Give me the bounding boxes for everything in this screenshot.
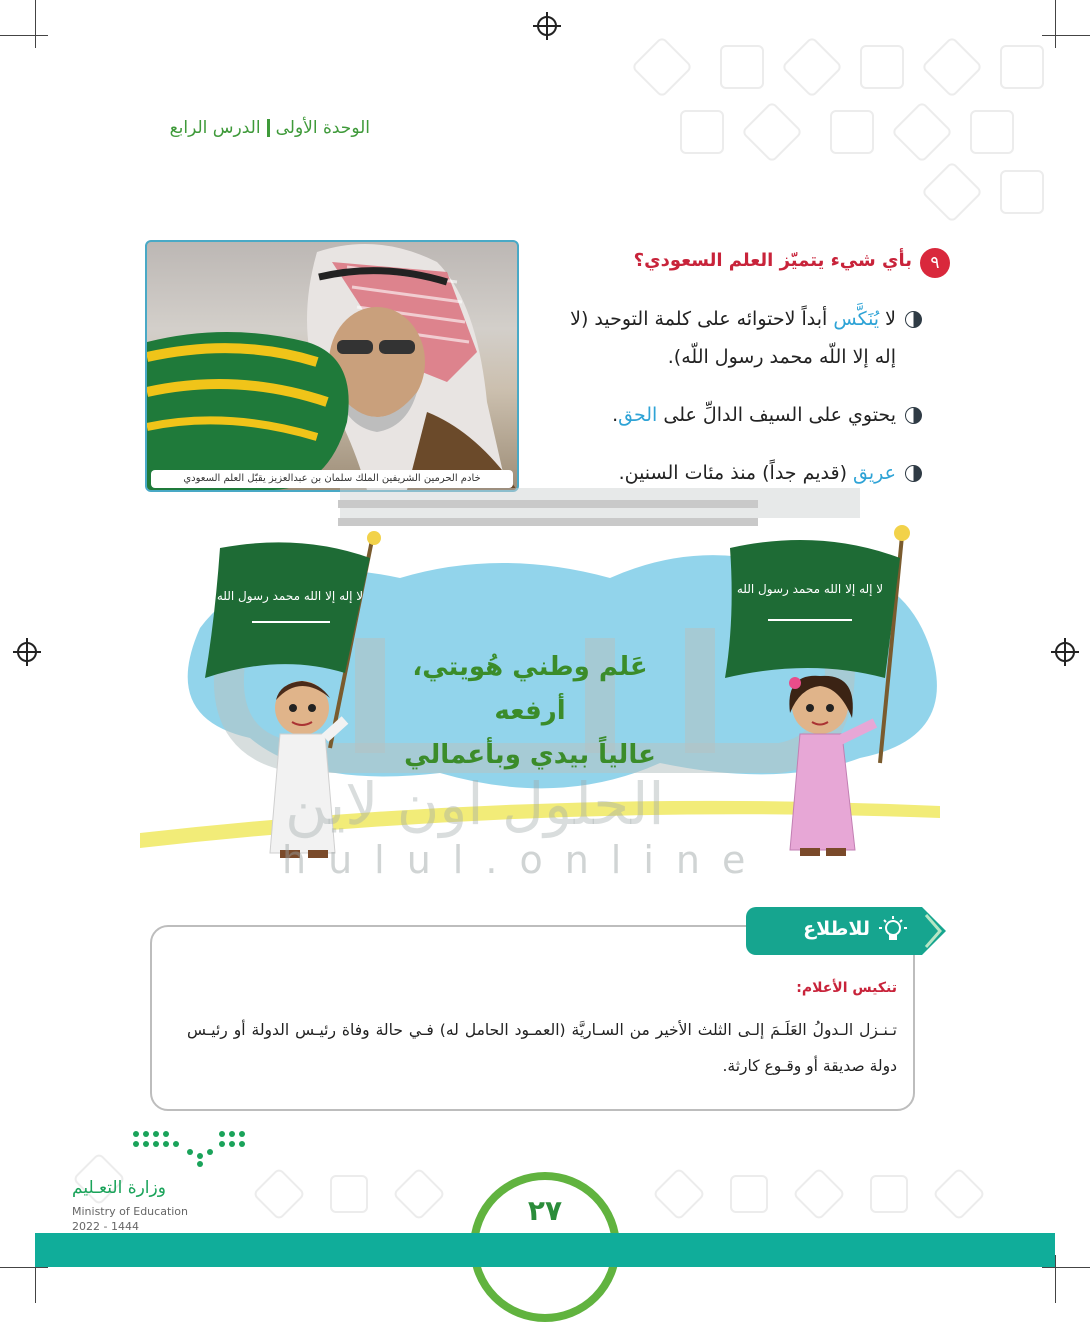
separator: [267, 119, 270, 137]
watermark-latin: hulul.online: [282, 838, 768, 882]
svg-text:لا إله إلا الله محمد رسول الله: لا إله إلا الله محمد رسول الله: [216, 589, 364, 603]
king-flag-photo: [145, 240, 519, 492]
lesson-title: الدرس الرابع: [169, 118, 261, 138]
breadcrumb: [170, 118, 370, 138]
tab-arrow-icon: [922, 907, 946, 955]
highlight-word: الحق: [618, 404, 658, 426]
crop-mark: [1042, 35, 1090, 36]
crop-mark: [1055, 1255, 1056, 1303]
page-number: ٢٧: [527, 1194, 563, 1227]
edition-year: 2022 - 1444: [72, 1220, 139, 1233]
ministry-name-english: Ministry of Education: [72, 1205, 189, 1218]
svg-text:لا إله إلا الله محمد رسول الله: لا إله إلا الله محمد رسول الله: [736, 582, 884, 596]
question-text: بأي شيء يتميّز العلم السعودي؟: [633, 250, 912, 271]
slogan-line: عالياً بيدي وبأعمالي: [404, 740, 656, 770]
crop-mark: [1042, 1267, 1090, 1268]
slogan-line: عَلم وطني هُويتي، أرفعه: [412, 652, 648, 726]
half-circle-bullet-icon: [905, 465, 922, 482]
crop-mark: [35, 0, 36, 48]
info-title: تنكيس الأعلام:: [796, 980, 897, 996]
photo-illustration: [147, 242, 517, 490]
half-circle-bullet-icon: [905, 407, 922, 424]
photo-caption: خادم الحرمين الشريفين الملك سلمان بن عبدالعزيز يقبّل العلم السعودي: [151, 470, 513, 488]
crop-mark: [0, 35, 48, 36]
highlight-word: يُنَكَّس: [833, 308, 880, 330]
list-item: لا يُنَكَّس أبداً لاحتوائه على كلمة التوحيد (لا إله إلا اللّه محمد رسول اللّه).: [562, 300, 922, 376]
slogan: [400, 645, 660, 777]
vision-logo-icon: [130, 1128, 252, 1168]
registration-mark-icon: [17, 642, 37, 662]
watermark-arabic: الحلول اون لاين: [285, 770, 665, 838]
half-circle-bullet-icon: [905, 311, 922, 328]
info-tab: [746, 907, 922, 955]
lightbulb-icon: [878, 915, 908, 945]
footer-band: [35, 1233, 1055, 1267]
list-item: يحتوي على السيف الدالِّ على الحق.: [562, 396, 922, 434]
unit-title: الوحدة الأولى: [275, 118, 370, 138]
list-item: عريق (قديم جداً) منذ مئات السنين.: [562, 454, 922, 492]
answer-list: [562, 300, 922, 512]
ministry-name-arabic: وزارة التعـليم: [72, 1178, 166, 1198]
highlight-word: عريق: [853, 462, 896, 484]
info-tab-label: للاطلاع: [803, 918, 870, 940]
question-number: ٩: [920, 248, 950, 278]
registration-mark-icon: [1055, 642, 1075, 662]
registration-mark-icon: [537, 16, 557, 36]
info-text: تـنـزل الـدولُ العَلَـمَ إلـى الثلث الأخير من السـاريَّة (العمـود الحامل له) فـي حالة وفاة رئيـس الدولة أو رئيـس دولة صديقة أو وقـوع كارثة.: [187, 1021, 897, 1075]
crop-mark: [1055, 0, 1056, 48]
crop-mark: [0, 1267, 48, 1268]
